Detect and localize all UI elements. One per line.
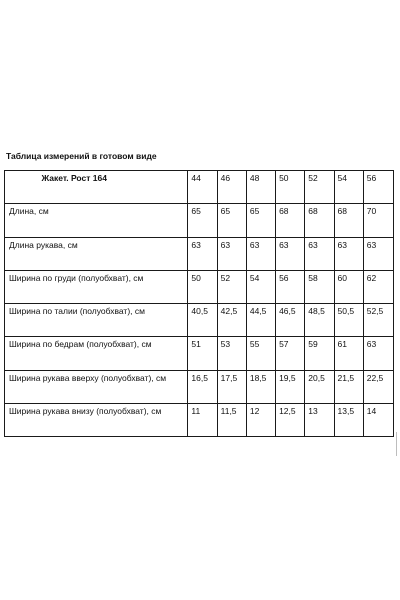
size-header-cell: 56 bbox=[363, 171, 393, 204]
value-cell: 14 bbox=[363, 403, 393, 436]
size-header-cell: 50 bbox=[276, 171, 305, 204]
value-cell: 63 bbox=[246, 237, 275, 270]
row-label: Ширина по талии (полуобхват), см bbox=[5, 304, 188, 337]
value-cell: 63 bbox=[188, 237, 217, 270]
value-cell: 11,5 bbox=[217, 403, 246, 436]
size-header-cell: 46 bbox=[217, 171, 246, 204]
edge-mark bbox=[396, 432, 400, 456]
value-cell: 65 bbox=[246, 204, 275, 237]
row-label: Длина рукава, см bbox=[5, 237, 188, 270]
row-label: Ширина рукава вверху (полуобхват), см bbox=[5, 370, 188, 403]
value-cell: 63 bbox=[363, 337, 393, 370]
value-cell: 52 bbox=[217, 270, 246, 303]
value-cell: 63 bbox=[334, 237, 363, 270]
row-label: Ширина по груди (полуобхват), см bbox=[5, 270, 188, 303]
table-row bbox=[5, 204, 394, 237]
value-cell: 63 bbox=[305, 237, 334, 270]
value-cell: 18,5 bbox=[246, 370, 275, 403]
value-cell: 62 bbox=[363, 270, 393, 303]
measurement-table bbox=[4, 170, 394, 437]
value-cell: 48,5 bbox=[305, 304, 334, 337]
row-label: Ширина по бедрам (полуобхват), см bbox=[5, 337, 188, 370]
value-cell: 54 bbox=[246, 270, 275, 303]
value-cell: 46,5 bbox=[276, 304, 305, 337]
value-cell: 13,5 bbox=[334, 403, 363, 436]
value-cell: 44,5 bbox=[246, 304, 275, 337]
value-cell: 56 bbox=[276, 270, 305, 303]
value-cell: 12 bbox=[246, 403, 275, 436]
value-cell: 50,5 bbox=[334, 304, 363, 337]
value-cell: 16,5 bbox=[188, 370, 217, 403]
size-header-cell: 44 bbox=[188, 171, 217, 204]
size-header-cell: 54 bbox=[334, 171, 363, 204]
table-body bbox=[5, 171, 394, 437]
value-cell: 22,5 bbox=[363, 370, 393, 403]
value-cell: 21,5 bbox=[334, 370, 363, 403]
value-cell: 12,5 bbox=[276, 403, 305, 436]
value-cell: 59 bbox=[305, 337, 334, 370]
size-header-cell: 48 bbox=[246, 171, 275, 204]
table-title: Таблица измерений в готовом виде bbox=[6, 151, 157, 161]
value-cell: 57 bbox=[276, 337, 305, 370]
value-cell: 13 bbox=[305, 403, 334, 436]
value-cell: 70 bbox=[363, 204, 393, 237]
value-cell: 61 bbox=[334, 337, 363, 370]
value-cell: 68 bbox=[276, 204, 305, 237]
value-cell: 19,5 bbox=[276, 370, 305, 403]
value-cell: 63 bbox=[276, 237, 305, 270]
value-cell: 51 bbox=[188, 337, 217, 370]
row-label: Длина, см bbox=[5, 204, 188, 237]
value-cell: 40,5 bbox=[188, 304, 217, 337]
value-cell: 55 bbox=[246, 337, 275, 370]
value-cell: 65 bbox=[217, 204, 246, 237]
value-cell: 63 bbox=[363, 237, 393, 270]
value-cell: 50 bbox=[188, 270, 217, 303]
value-cell: 58 bbox=[305, 270, 334, 303]
value-cell: 52,5 bbox=[363, 304, 393, 337]
size-header-cell: 52 bbox=[305, 171, 334, 204]
table-row bbox=[5, 237, 394, 270]
value-cell: 11 bbox=[188, 403, 217, 436]
table-row bbox=[5, 270, 394, 303]
value-cell: 68 bbox=[334, 204, 363, 237]
value-cell: 17,5 bbox=[217, 370, 246, 403]
table-row bbox=[5, 370, 394, 403]
table-header-label: Жакет. Рост 164 bbox=[5, 171, 188, 204]
value-cell: 42,5 bbox=[217, 304, 246, 337]
value-cell: 20,5 bbox=[305, 370, 334, 403]
value-cell: 68 bbox=[305, 204, 334, 237]
table-row bbox=[5, 304, 394, 337]
table-header-row bbox=[5, 171, 394, 204]
table-row bbox=[5, 337, 394, 370]
table-row bbox=[5, 403, 394, 436]
value-cell: 60 bbox=[334, 270, 363, 303]
value-cell: 63 bbox=[217, 237, 246, 270]
row-label: Ширина рукава внизу (полуобхват), см bbox=[5, 403, 188, 436]
value-cell: 53 bbox=[217, 337, 246, 370]
value-cell: 65 bbox=[188, 204, 217, 237]
